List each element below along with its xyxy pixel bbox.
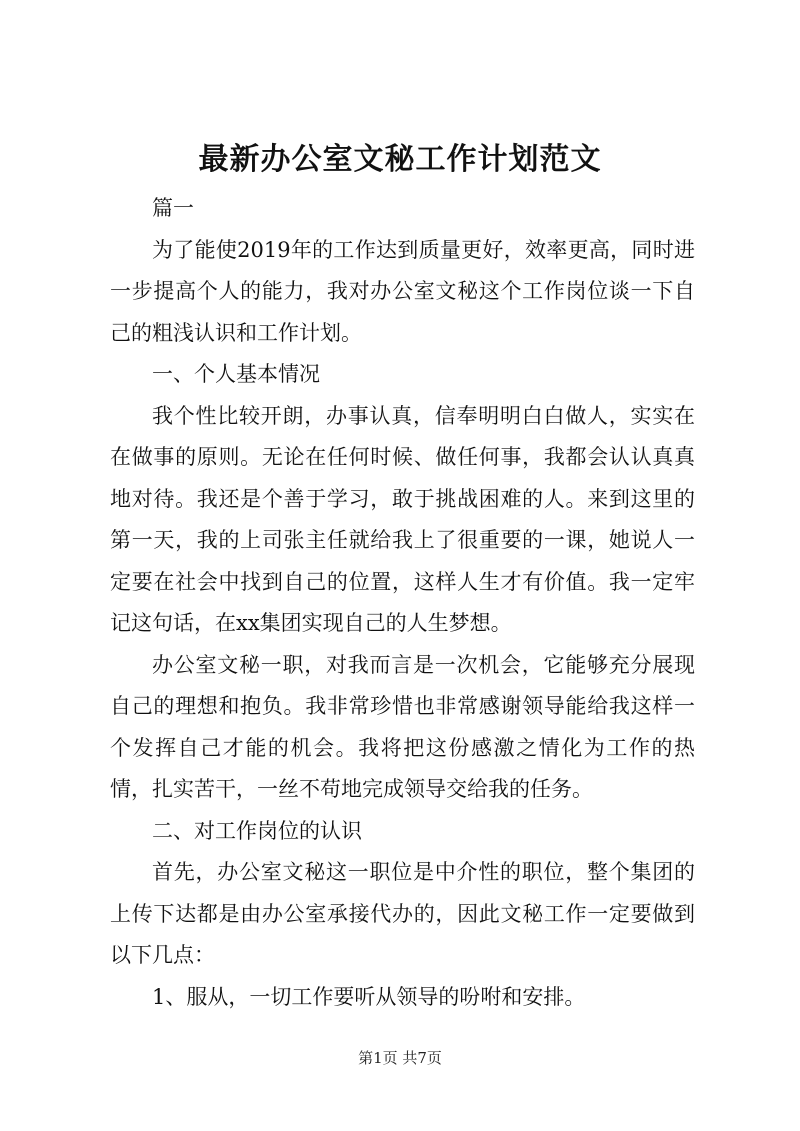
paragraph-intro: 为了能使2019年的工作达到质量更好，效率更高，同时进一步提高个人的能力，我对办公室文秘这个工作岗位谈一下自己的粗浅认识和工作计划。 — [110, 237, 695, 345]
list-item-obey: 1、服从，一切工作要听从领导的吩咐和安排。 — [152, 984, 586, 1009]
paragraph-section-label: 篇一 — [152, 196, 194, 220]
page-number-footer: 第1页 共7页 — [358, 1049, 442, 1067]
heading-job-understanding: 二、对工作岗位的认识 — [152, 818, 362, 843]
heading-personal-info: 一、个人基本情况 — [152, 362, 320, 386]
document-title: 最新办公室文秘工作计划范文 — [198, 142, 602, 177]
paragraph-first-point: 首先，办公室文秘这一职位是中介性的职位，整个集团的上传下达都是由办公室承接代办的，因此文秘工作一定要做到以下几点： — [110, 860, 695, 967]
document-body — [110, 188, 695, 1018]
paragraph-personality: 我个性比较开朗，办事认真，信奉明明白白做人，实实在在做事的原则。无论在任何时候、做任何事，我都会认认真真地对待。我还是个善于学习，敢于挑战困难的人。来到这里的第一天，我的上司张主任就给我上了很重要的一课，她说人一定要在社会中找到自己的位置，这样人生才有价值。我一定牢记这句话，在xx集团实现自己的人生梦想。 — [110, 403, 695, 635]
paragraph-opportunity: 办公室文秘一职，对我而言是一次机会，它能够充分展现自己的理想和抱负。我非常珍惜也非常感谢领导能给我这样一个发挥自己才能的机会。我将把这份感激之情化为工作的热情，扎实苦干，一丝不苟地完成领导交给我的任务。 — [110, 652, 695, 801]
